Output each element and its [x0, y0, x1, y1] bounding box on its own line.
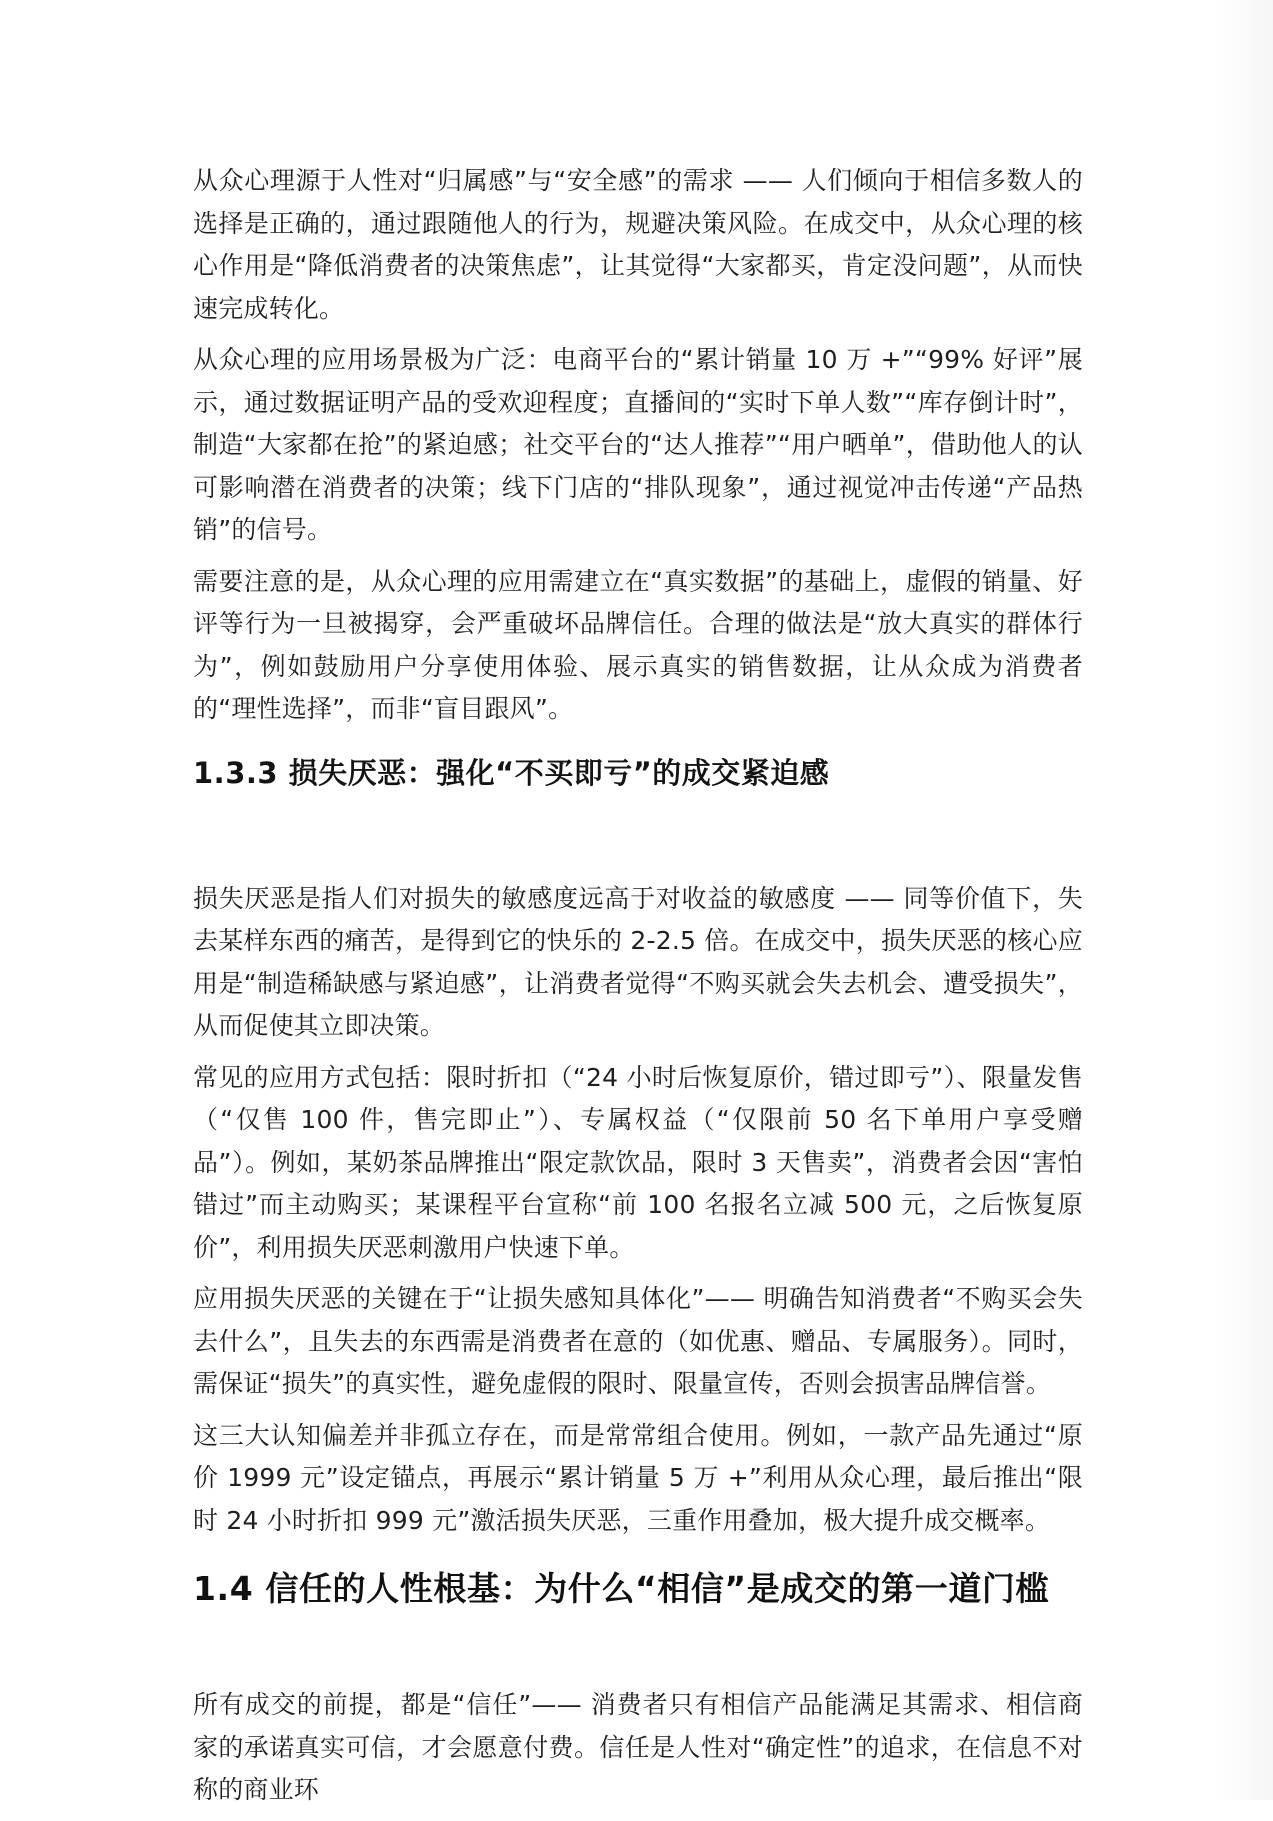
page-content	[193, 160, 1083, 1821]
paragraph-herd-intro: 从众心理源于人性对“归属感”与“安全感”的需求 —— 人们倾向于相信多数人的选择是正确的，通过跟随他人的行为，规避决策风险。在成交中，从众心理的核心作用是“降低消费者的决策焦虑”，让其觉得“大家都买，肯定没问题”，从而快速完成转化。	[193, 166, 1083, 323]
section-heading-1-3-3: 1.3.3 损失厌恶：强化“不买即亏”的成交紧迫感	[193, 755, 830, 790]
paragraph-trust-intro: 所有成交的前提，都是“信任”—— 消费者只有相信产品能满足其需求、相信商家的承诺真实可信，才会愿意付费。信任是人性对“确定性”的追求，在信息不对称的商业环	[193, 1690, 1083, 1804]
paragraph-loss-aversion-key: 应用损失厌恶的关键在于“让损失感知具体化”—— 明确告知消费者“不购买会失去什么”，且失去的东西需是消费者在意的（如优惠、赠品、专属服务）。同时，需保证“损失”的真实性，避免虚假的限时、限量宣传，否则会损害品牌信誉。	[193, 1284, 1083, 1398]
section-heading-1-4: 1.4 信任的人性根基：为什么“相信”是成交的第一道门槛	[193, 1569, 1050, 1608]
paragraph-loss-aversion-intro: 损失厌恶是指人们对损失的敏感度远高于对收益的敏感度 —— 同等价值下，失去某样东西的痛苦，是得到它的快乐的 2-2.5 倍。在成交中，损失厌恶的核心应用是“制造稀缺感与紧迫感”，让消费者觉得“不购买就会失去机会、遭受损失”，从而促使其立即决策。	[193, 883, 1083, 1040]
paragraph-herd-scenarios: 从众心理的应用场景极为广泛：电商平台的“累计销量 10 万 +”“99% 好评”展示，通过数据证明产品的受欢迎程度；直播间的“实时下单人数”“库存倒计时”，制造“大家都在抢”的紧迫感；社交平台的“达人推荐”“用户晒单”，借助他人的认可影响潜在消费者的决策；线下门店的“排队现象”，通过视觉冲击传递“产品热销”的信号。	[193, 345, 1083, 544]
scan-edge-shade	[1213, 0, 1273, 1800]
paragraph-herd-caution: 需要注意的是，从众心理的应用需建立在“真实数据”的基础上，虚假的销量、好评等行为一旦被揭穿，会严重破坏品牌信任。合理的做法是“放大真实的群体行为”，例如鼓励用户分享使用体验、展示真实的销售数据，让从众成为消费者的“理性选择”，而非“盲目跟风”。	[193, 566, 1083, 723]
paragraph-biases-combined: 这三大认知偏差并非孤立存在，而是常常组合使用。例如，一款产品先通过“原价 1999 元”设定锚点，再展示“累计销量 5 万 +”利用从众心理，最后推出“限时 24 小时折扣 999 元”激活损失厌恶，三重作用叠加，极大提升成交概率。	[193, 1420, 1083, 1535]
paragraph-loss-aversion-methods: 常见的应用方式包括：限时折扣（“24 小时后恢复原价，错过即亏”）、限量发售（“仅售 100 件，售完即止”）、专属权益（“仅限前 50 名下单用户享受赠品”）。例如，某奶茶品牌推出“限定款饮品，限时 3 天售卖”，消费者会因“害怕错过”而主动购买；某课程平台宣称“前 100 名报名立减 500 元，之后恢复原价”，利用损失厌恶刺激用户快速下单。	[193, 1062, 1083, 1262]
